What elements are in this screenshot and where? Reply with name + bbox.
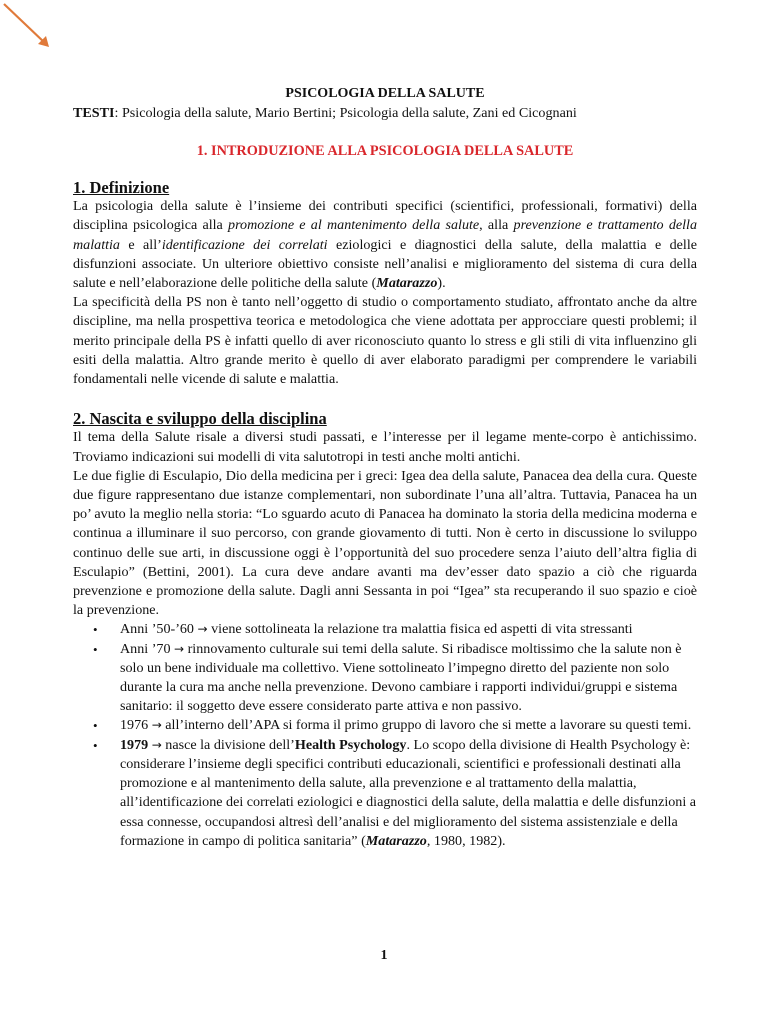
texts-line: [73, 104, 697, 124]
right-arrow-icon: →: [174, 641, 185, 656]
timeline-text: viene sottolineata la relazione tra malattia fisica ed aspetti di vita stressanti: [207, 621, 633, 638]
list-item: [73, 640, 697, 717]
section-nascita-title: 2. Nascita e sviluppo della disciplina: [73, 409, 327, 429]
citation-author: Matarazzo: [365, 832, 427, 849]
bullet-icon: •: [93, 641, 98, 657]
text-run: e all’: [119, 236, 162, 253]
chapter-title: 1. INTRODUZIONE ALLA PSICOLOGIA DELLA SALUTE: [196, 143, 574, 159]
text-run: ).: [437, 275, 446, 292]
health-psychology-term: Health Psychology: [294, 736, 407, 753]
timeline-text: all’interno dell’APA si forma il primo gruppo di lavoro che si mette a lavorare su questi temi.: [161, 717, 692, 734]
bullet-icon: •: [93, 718, 98, 734]
list-item: [73, 736, 697, 851]
texts-value: : Psicologia della salute, Mario Bertini; Psicologia della salute, Zani ed Cicognani: [114, 105, 577, 121]
texts-label: TESTI: [73, 105, 115, 121]
history-paragraph-2: Le due figlie di Esculapio, Dio della medicina per i greci: Igea dea della salute, Panacea dea della cura. Queste due figure rappresentano due istanze complementari, non subordinate l’una all’altra. Tuttavia, Panacea ha un po’ avuto la meglio nella storia: “Lo sguardo acuto di Panacea ha dominato la storia della medicina moderna e continua a illuminare il suo percorso, con grande giovamento di tutti. Non è certo in discussione lo sviluppo continuo delle sue arti, in discussione oggi è l’opportunità del suo procedere senza l’aiuto dell’altra figlia di Esculapio” (Bettini, 2001). La cura deve andare avanti ma dev’esser dato spazio a ciò che riguarda prevenzione e promozione della salute. Dagli anni Sessanta in poi “Igea” sta recuperando il suo spazio e cioè la prevenzione.: [73, 467, 697, 619]
italic-run: promozione e al mantenimento della salute: [228, 217, 480, 234]
timeline-text: rinnovamento culturale sui temi della salute. Si ribadisce moltissimo che la salute non è solo un bene individuale ma collettivo. Viene sottolineato l’impegno diretto del paziente non solo durante la cura ma anche nella prevenzione. Devono cambiare i rapporti individui/gruppi e sistema sanitario: il soggetto deve essere considerato parte attiva e non passivo.: [120, 640, 682, 715]
timeline-text: . Lo scopo della divisione di Health Psychology è: considerare l’insieme degli specifici contributi educazionali, scientifici e professionali destinati alla promozione e al mantenimento della salute, alla prevenzione e al trattamento della malattia, all’identificazione dei correlati eziologici e diagnostici della salute, della malattia e delle disfunzioni a essa connesse, occupandosi altresì dell’analisi e del miglioramento del sistema assistenziale e della formazione in campo di politica sanitaria” (: [120, 736, 697, 849]
timeline-list: [73, 620, 697, 850]
italic-run: prevenzione e trattamento della malattia: [73, 217, 697, 253]
timeline-period: Anni ’50-’60: [120, 621, 194, 638]
document-title: PSICOLOGIA DELLA SALUTE: [285, 86, 485, 101]
right-arrow-icon: →: [197, 622, 208, 637]
text-run: , alla: [479, 217, 514, 234]
history-paragraph-1: Il tema della Salute risale a diversi studi passati, e l’interesse per il legame mente-corpo è antichissimo. Troviamo indicazioni sui modelli di vita salutotropi in testi anche molti antichi.: [73, 429, 697, 465]
timeline-text: , 1980, 1982).: [426, 832, 506, 849]
timeline-period: Anni ’70: [120, 640, 171, 657]
italic-run: identificazione dei correlati: [161, 236, 328, 253]
timeline-period: 1976: [120, 717, 149, 734]
list-item: [73, 716, 697, 735]
timeline-period: 1979: [120, 736, 149, 753]
right-arrow-icon: →: [151, 737, 162, 752]
bullet-icon: •: [93, 737, 98, 753]
page-number: 1: [380, 948, 388, 963]
timeline-text: nasce la divisione dell’: [161, 736, 295, 753]
right-arrow-icon: →: [151, 718, 162, 733]
orange-arrow-icon: [0, 0, 60, 60]
text-run: eziologici e diagnostici della salute, della malattia e delle disfunzioni associate. Un ulteriore obiettivo consiste nell’analisi e miglioramento del sistema di cura della salute e nell’elaborazione delle politiche della salute (: [73, 236, 697, 292]
definition-paragraph: [73, 197, 697, 293]
specificity-paragraph: La specificità della PS non è tanto nell’oggetto di studio o comportamento studiato, affrontato anche da altre discipline, ma nella prospettiva teorica e metodologica che viene adottata per approcciare questi problemi; il merito principale della PS è infatti quello di aver riconosciuto quanto lo stress e gli stili di vita influenzino gli esiti della malattia. Altro grande merito è quello di aver elaborato paradigmi per comprendere le variabili fondamentali nelle vicende di salute e malattia.: [73, 294, 697, 388]
list-item: [73, 620, 697, 639]
citation-author: Matarazzo: [376, 275, 438, 292]
section-definizione-title: 1. Definizione: [73, 178, 170, 197]
text-run: La psicologia della salute è l’insieme dei contributi specifici (scientifici, professionali, formativi) della disciplina psicologica alla: [73, 198, 697, 234]
bullet-icon: •: [93, 622, 98, 638]
document-page: [73, 84, 697, 851]
